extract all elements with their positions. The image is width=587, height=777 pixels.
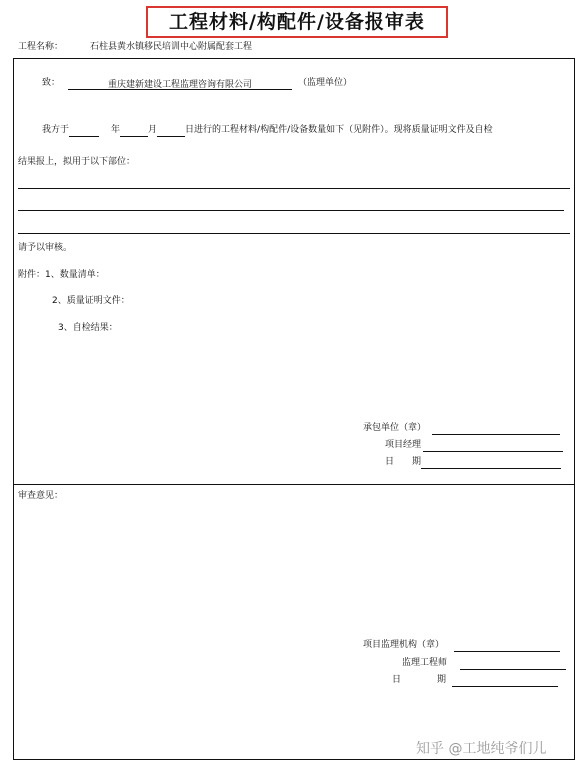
para-start: 我方于 (42, 125, 70, 135)
attachment-3: 3、自检结果： (58, 323, 118, 333)
contractor-date-row (385, 455, 561, 469)
supervision-org-blank (454, 640, 560, 652)
section-divider (13, 484, 575, 485)
review-date-blank (452, 675, 558, 687)
contractor-unit-blank (432, 423, 560, 435)
to-label: 致： (42, 78, 61, 88)
contractor-unit-label: 承包单位（章） (363, 423, 427, 433)
supervision-org-row (363, 638, 560, 652)
location-line-1 (18, 188, 570, 189)
supervising-engineer-blank (460, 658, 566, 670)
supervision-org-label: 项目监理机构（章） (363, 640, 445, 650)
location-line-2 (18, 210, 564, 211)
request-review: 请予以审核。 (18, 243, 73, 253)
month-blank (120, 125, 148, 137)
year-label: 年 (111, 125, 121, 135)
watermark-text: 知乎 @工地纯爷们儿 (416, 741, 547, 757)
project-manager-label: 项目经理 (385, 440, 422, 450)
project-name-label: 工程名称： (18, 42, 64, 52)
para-rest: 日进行的工程材料/构配件/设备数量如下（见附件）。现将质量证明文件及自检 (185, 125, 493, 135)
form-title: 工程材料/构配件/设备报审表 (169, 11, 425, 33)
project-manager-blank (423, 440, 563, 452)
contractor-date-blank (421, 457, 561, 469)
supervising-engineer-row (402, 656, 566, 670)
project-name-row (18, 40, 252, 54)
supervising-engineer-label: 监理工程师 (402, 658, 448, 668)
review-date-row (392, 673, 558, 687)
attachment-2: 2、质量证明文件： (52, 296, 130, 306)
review-date-label: 日 期 (392, 675, 447, 685)
contractor-unit-row (363, 421, 560, 435)
declaration-line-2: 结果报上，拟用于以下部位： (18, 157, 136, 167)
review-opinion-label: 审查意见： (18, 491, 64, 501)
project-manager-row (385, 438, 563, 452)
to-line (42, 76, 352, 90)
month-label: 月 (148, 125, 158, 135)
attachment-1: 附件：1、数量清单： (18, 270, 105, 280)
supervisor-company: 重庆建新建设工程监理咨询有限公司 (68, 78, 292, 90)
location-line-3 (18, 233, 570, 234)
day-blank (69, 125, 99, 137)
project-name-value: 石柱县黄水镇移民培训中心附属配套工程 (90, 42, 253, 52)
contractor-date-label: 日 期 (385, 457, 422, 467)
declaration-line-1 (42, 123, 493, 137)
supervisor-suffix: （监理单位） (298, 78, 353, 88)
date-blank (157, 125, 185, 137)
